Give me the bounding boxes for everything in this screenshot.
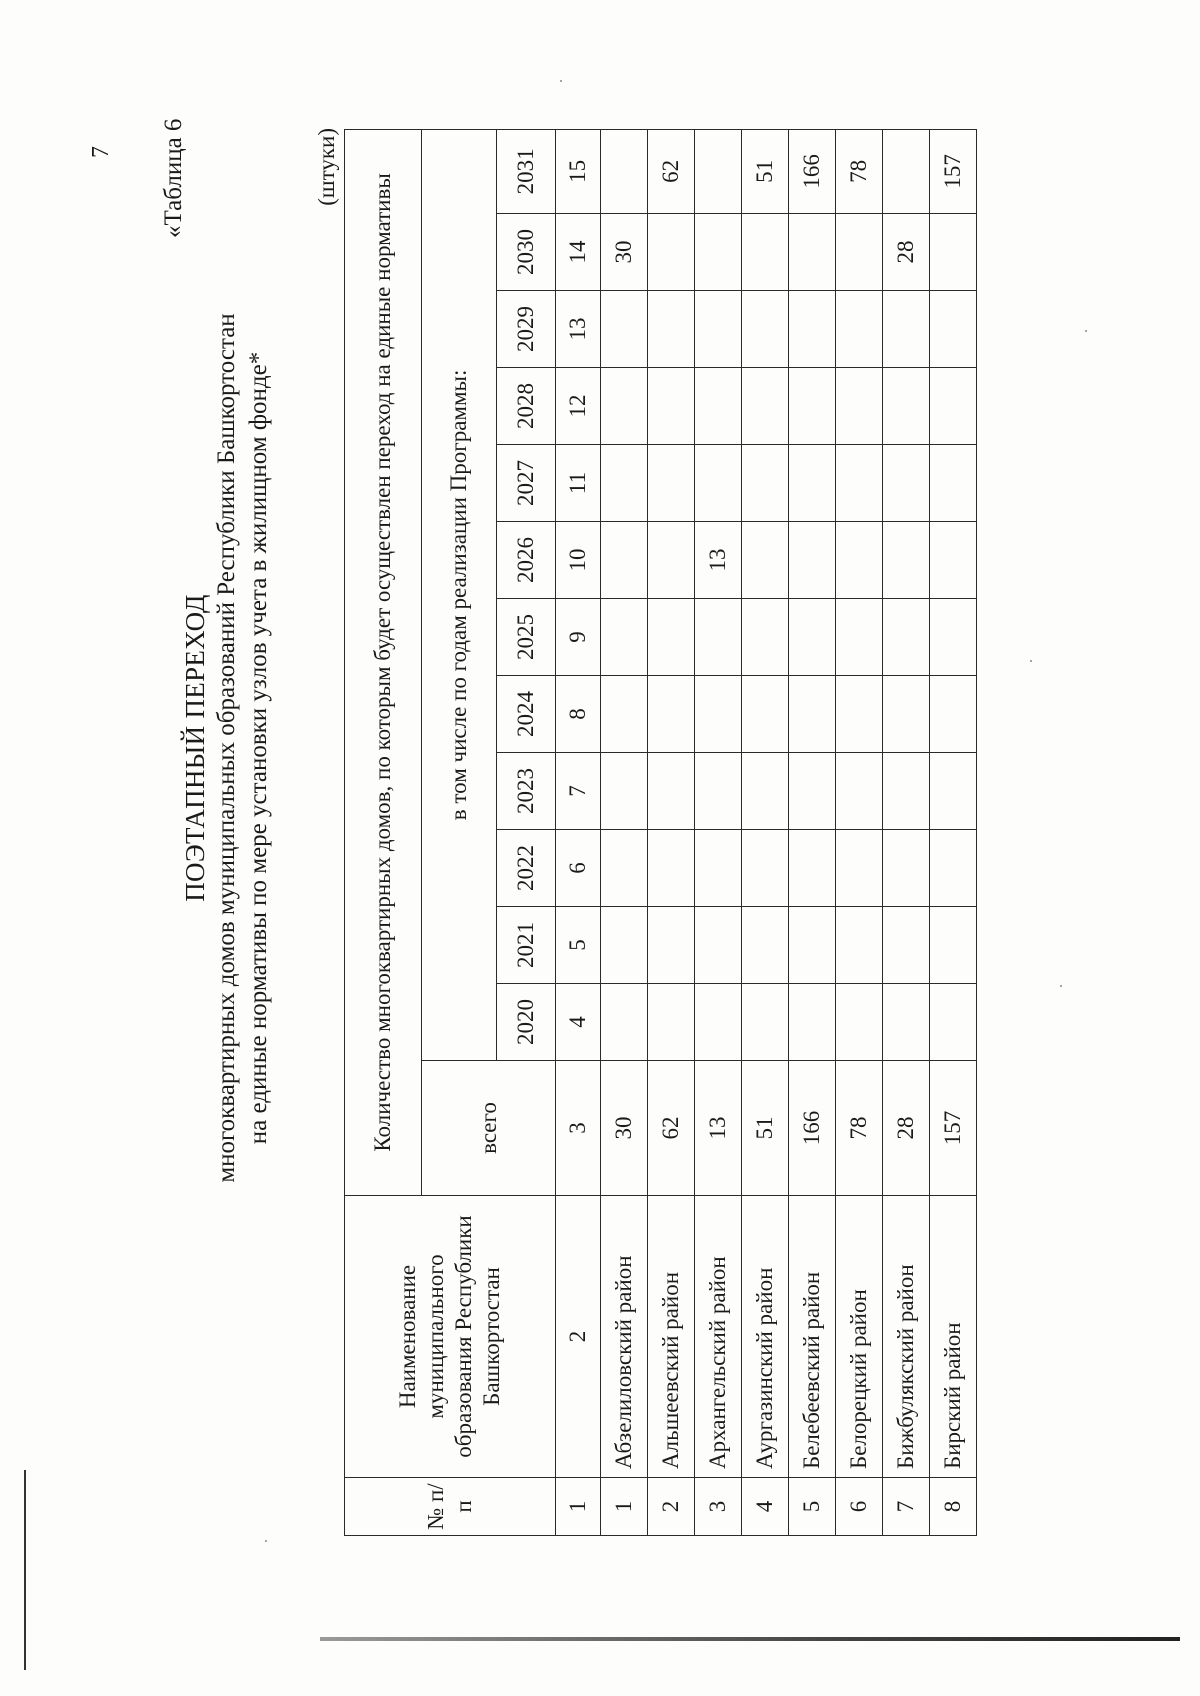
header-years-group: в том числе по годам реализации Программы: xyxy=(422,129,497,1060)
rotated-document-page xyxy=(60,98,1110,1598)
column-number: 2 xyxy=(556,1196,601,1478)
total-cell: 51 xyxy=(742,1061,789,1196)
year-value-cell xyxy=(789,830,836,907)
year-value-cell: 28 xyxy=(883,214,930,291)
year-value-cell xyxy=(836,984,883,1061)
year-value-cell xyxy=(836,753,883,830)
year-value-cell xyxy=(742,522,789,599)
year-value-cell: 13 xyxy=(695,522,742,599)
year-value-cell xyxy=(883,368,930,445)
year-value-cell xyxy=(742,753,789,830)
year-value-cell xyxy=(836,522,883,599)
header-year-2031: 2031 xyxy=(497,129,556,213)
column-number: 9 xyxy=(556,599,601,676)
column-numbers-row xyxy=(556,129,601,1535)
year-value-cell xyxy=(883,984,930,1061)
year-value-cell xyxy=(930,753,977,830)
year-value-cell xyxy=(789,368,836,445)
year-value-cell xyxy=(648,907,695,984)
year-value-cell xyxy=(789,522,836,599)
municipality-name-cell: Белебеевский район xyxy=(789,1196,836,1478)
table-body xyxy=(556,129,977,1535)
scan-bottom-line xyxy=(320,1637,1180,1641)
year-value-cell: 62 xyxy=(648,129,695,213)
year-value-cell xyxy=(836,676,883,753)
year-value-cell xyxy=(742,984,789,1061)
year-value-cell xyxy=(883,753,930,830)
table-label: «Таблица 6 xyxy=(160,118,187,238)
total-cell: 78 xyxy=(836,1061,883,1196)
table-row xyxy=(601,129,648,1535)
year-value-cell xyxy=(930,522,977,599)
year-value-cell xyxy=(601,522,648,599)
year-value-cell xyxy=(601,984,648,1061)
year-value-cell xyxy=(836,291,883,368)
header-year-2021: 2021 xyxy=(497,907,556,984)
year-value-cell xyxy=(883,129,930,213)
municipality-name-cell: Аургазинский район xyxy=(742,1196,789,1478)
year-value-cell xyxy=(648,522,695,599)
year-value-cell xyxy=(742,368,789,445)
year-value-cell xyxy=(883,907,930,984)
municipality-name-cell: Бирский район xyxy=(930,1196,977,1478)
municipality-name-cell: Абзелиловский район xyxy=(601,1196,648,1478)
column-number: 6 xyxy=(556,830,601,907)
row-number-cell: 7 xyxy=(883,1478,930,1536)
year-value-cell: 30 xyxy=(601,214,648,291)
year-value-cell xyxy=(789,214,836,291)
year-value-cell xyxy=(930,214,977,291)
total-cell: 13 xyxy=(695,1061,742,1196)
year-value-cell xyxy=(742,291,789,368)
column-number: 13 xyxy=(556,291,601,368)
year-value-cell xyxy=(601,368,648,445)
year-value-cell xyxy=(930,984,977,1061)
total-cell: 157 xyxy=(930,1061,977,1196)
header-year-2029: 2029 xyxy=(497,291,556,368)
year-value-cell xyxy=(695,129,742,213)
year-value-cell xyxy=(883,445,930,522)
header-year-2023: 2023 xyxy=(497,753,556,830)
year-value-cell xyxy=(836,445,883,522)
year-value-cell xyxy=(930,599,977,676)
year-value-cell xyxy=(695,445,742,522)
year-value-cell xyxy=(695,830,742,907)
year-value-cell xyxy=(789,753,836,830)
transition-table xyxy=(344,129,977,1536)
year-value-cell xyxy=(648,753,695,830)
column-number: 3 xyxy=(556,1061,601,1196)
total-cell: 62 xyxy=(648,1061,695,1196)
document-title: ПОЭТАПНЫЙ ПЕРЕХОД xyxy=(180,594,210,902)
year-value-cell xyxy=(883,291,930,368)
year-value-cell xyxy=(930,291,977,368)
year-value-cell xyxy=(742,214,789,291)
column-number: 12 xyxy=(556,368,601,445)
year-value-cell xyxy=(836,907,883,984)
year-value-cell xyxy=(742,599,789,676)
year-value-cell xyxy=(695,291,742,368)
year-value-cell xyxy=(742,907,789,984)
row-number-cell: 4 xyxy=(742,1478,789,1536)
header-year-2025: 2025 xyxy=(497,599,556,676)
header-year-2030: 2030 xyxy=(497,214,556,291)
year-value-cell xyxy=(883,599,930,676)
table-row xyxy=(648,129,695,1535)
column-number: 1 xyxy=(556,1478,601,1536)
year-value-cell xyxy=(789,907,836,984)
units-label: (штуки) xyxy=(314,128,339,206)
year-value-cell xyxy=(601,445,648,522)
year-value-cell xyxy=(695,368,742,445)
year-value-cell: 157 xyxy=(930,129,977,213)
year-value-cell xyxy=(742,445,789,522)
year-value-cell xyxy=(742,830,789,907)
column-number: 7 xyxy=(556,753,601,830)
year-value-cell xyxy=(601,753,648,830)
column-number: 5 xyxy=(556,907,601,984)
municipality-name-cell: Бижбулякский район xyxy=(883,1196,930,1478)
total-cell: 30 xyxy=(601,1061,648,1196)
year-value-cell xyxy=(695,984,742,1061)
year-value-cell xyxy=(930,676,977,753)
year-value-cell xyxy=(930,907,977,984)
header-municipality-name: Наименование муниципального образования Республики Башкортостан xyxy=(345,1196,556,1478)
header-year-2024: 2024 xyxy=(497,676,556,753)
column-number: 11 xyxy=(556,445,601,522)
year-value-cell xyxy=(883,830,930,907)
year-value-cell: 166 xyxy=(789,129,836,213)
column-number: 8 xyxy=(556,676,601,753)
total-cell: 166 xyxy=(789,1061,836,1196)
year-value-cell xyxy=(836,830,883,907)
column-number: 10 xyxy=(556,522,601,599)
document-heading xyxy=(180,98,275,1398)
scan-speck xyxy=(560,80,562,82)
document-subtitle-line2: на единые нормативы по мере установки узлов учета в жилищном фонде* xyxy=(245,351,272,1145)
total-cell: 28 xyxy=(883,1061,930,1196)
year-value-cell xyxy=(648,984,695,1061)
table-row xyxy=(930,129,977,1535)
year-value-cell xyxy=(836,214,883,291)
year-value-cell xyxy=(695,599,742,676)
page-number: 7 xyxy=(88,146,114,158)
row-number-cell: 5 xyxy=(789,1478,836,1536)
header-total: всего xyxy=(422,1061,556,1196)
year-value-cell xyxy=(648,830,695,907)
year-value-cell xyxy=(648,291,695,368)
column-number: 4 xyxy=(556,984,601,1061)
year-value-cell xyxy=(836,368,883,445)
table-row xyxy=(695,129,742,1535)
year-value-cell xyxy=(695,676,742,753)
table-row xyxy=(836,129,883,1535)
year-value-cell xyxy=(930,830,977,907)
row-number-cell: 6 xyxy=(836,1478,883,1536)
row-number-cell: 8 xyxy=(930,1478,977,1536)
year-value-cell xyxy=(601,129,648,213)
column-number: 15 xyxy=(556,129,601,213)
year-value-cell xyxy=(836,599,883,676)
year-value-cell xyxy=(601,830,648,907)
document-subtitle-line1: многоквартирных домов муниципальных образований Республики Башкортостан xyxy=(213,313,240,1183)
column-number: 14 xyxy=(556,214,601,291)
municipality-name-cell: Белорецкий район xyxy=(836,1196,883,1478)
year-value-cell xyxy=(930,368,977,445)
header-houses-count-group: Количество многоквартирных домов, по которым будет осуществлен переход на единые нормативы xyxy=(345,129,422,1195)
year-value-cell xyxy=(648,599,695,676)
row-number-cell: 3 xyxy=(695,1478,742,1536)
row-number-cell: 2 xyxy=(648,1478,695,1536)
year-value-cell xyxy=(648,676,695,753)
year-value-cell xyxy=(883,522,930,599)
year-value-cell xyxy=(883,676,930,753)
year-value-cell xyxy=(789,676,836,753)
table-row xyxy=(883,129,930,1535)
year-value-cell xyxy=(601,676,648,753)
year-value-cell xyxy=(789,984,836,1061)
header-year-2027: 2027 xyxy=(497,445,556,522)
header-year-2028: 2028 xyxy=(497,368,556,445)
header-year-2020: 2020 xyxy=(497,984,556,1061)
year-value-cell xyxy=(695,753,742,830)
header-row-number: № п/п xyxy=(345,1478,556,1536)
year-value-cell xyxy=(601,291,648,368)
year-value-cell xyxy=(789,445,836,522)
row-number-cell: 1 xyxy=(601,1478,648,1536)
year-value-cell xyxy=(789,599,836,676)
year-value-cell: 78 xyxy=(836,129,883,213)
table-row xyxy=(742,129,789,1535)
scan-edge-mark xyxy=(24,1470,26,1670)
year-value-cell xyxy=(648,214,695,291)
header-year-2022: 2022 xyxy=(497,830,556,907)
year-value-cell xyxy=(601,907,648,984)
table-row xyxy=(789,129,836,1535)
year-value-cell xyxy=(695,907,742,984)
year-value-cell xyxy=(648,445,695,522)
municipality-name-cell: Альшеевский район xyxy=(648,1196,695,1478)
year-value-cell xyxy=(930,445,977,522)
year-value-cell xyxy=(601,599,648,676)
year-value-cell: 51 xyxy=(742,129,789,213)
municipality-name-cell: Архангельский район xyxy=(695,1196,742,1478)
year-value-cell xyxy=(695,214,742,291)
year-value-cell xyxy=(742,676,789,753)
year-value-cell xyxy=(789,291,836,368)
year-value-cell xyxy=(648,368,695,445)
header-year-2026: 2026 xyxy=(497,522,556,599)
